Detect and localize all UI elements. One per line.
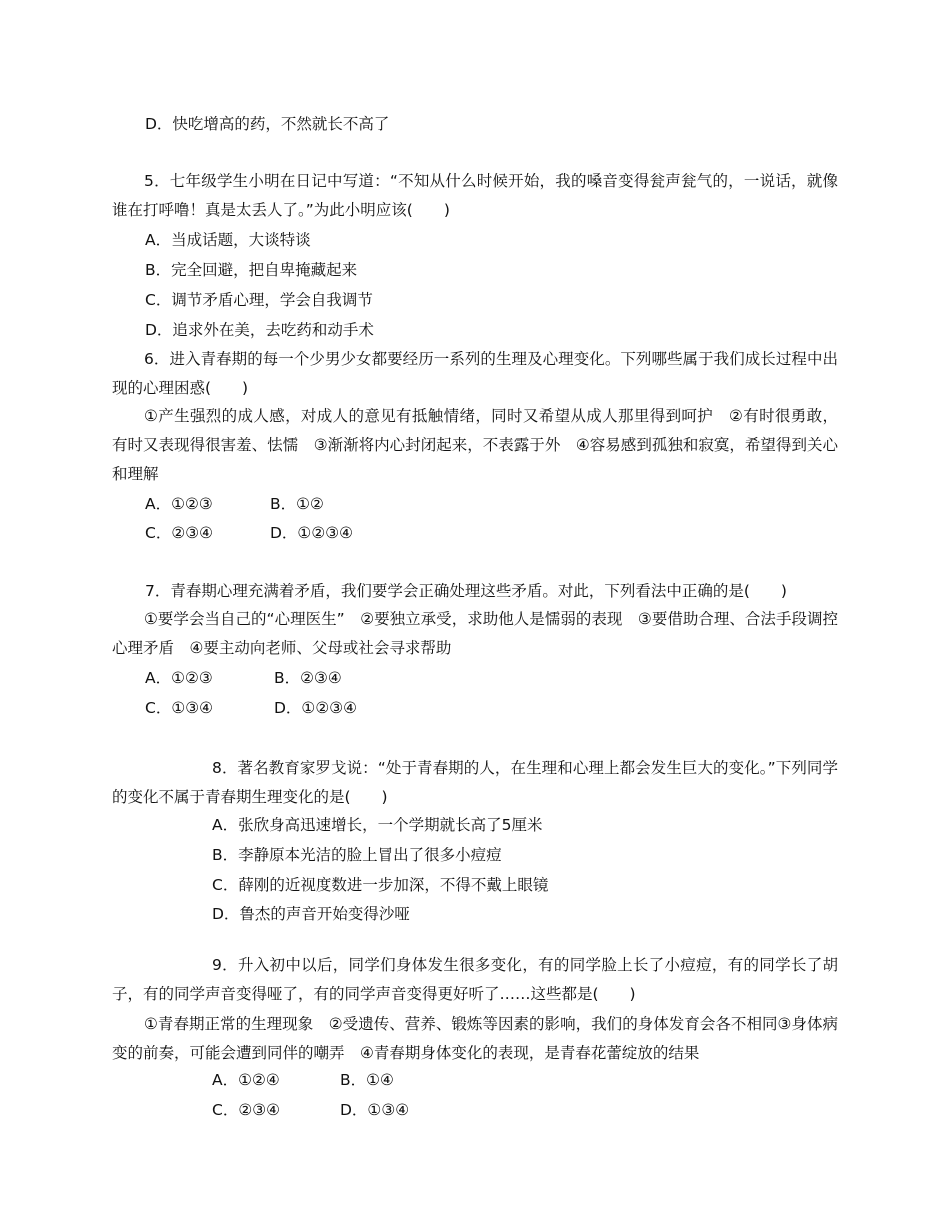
q5-option-a: A．当成话题，大谈特谈	[145, 231, 311, 249]
q5-option-b: B．完全回避，把自卑掩藏起来	[145, 261, 358, 279]
q9-option-c: C．②③④	[212, 1101, 281, 1119]
q9-option-b: B．①④	[340, 1071, 394, 1089]
q7-option-c: C．①③④	[145, 699, 214, 717]
q8-stem: 8．著名教育家罗戈说：“处于青春期的人，在生理和心理上都会发生巨大的变化。”下列同学的变化不属于青春期生理变化的是( )	[112, 759, 838, 806]
q5-stem: 5．七年级学生小明在日记中写道：“不知从什么时候开始，我的嗓音变得瓮声瓮气的，一说话，就像谁在打呼噜！真是太丢人了。”为此小明应该( )	[112, 172, 838, 219]
q9-option-a: A．①②④	[212, 1071, 280, 1089]
q9-statements: ①青春期正常的生理现象 ②受遗传、营养、锻炼等因素的影响，我们的身体发育会各不相同③身体病变的前奏，可能会遭到同伴的嘲弄 ④青春期身体变化的表现，是青春花蕾绽放的结果	[112, 1015, 838, 1062]
q8-option-a: A．张欣身高迅速增长，一个学期就长高了5厘米	[212, 816, 543, 834]
q6-statements: ①产生强烈的成人感，对成人的意见有抵触情绪，同时又希望从成人那里得到呵护 ②有时很勇敢，有时又表现得很害羞、怯懦 ③渐渐将内心封闭起来，不表露于外 ④容易感到孤独和寂寞，希望得到关心和理解	[112, 407, 838, 483]
q6-option-c: C．②③④	[145, 524, 214, 542]
q6-option-a: A．①②③	[145, 495, 213, 513]
q4-option-d: D．快吃增高的药，不然就长不高了	[145, 115, 390, 133]
q7-stem: 7．青春期心理充满着矛盾，我们要学会正确处理这些矛盾。对此，下列看法中正确的是( )	[145, 582, 787, 600]
q6-option-d: D．①②③④	[270, 524, 354, 542]
q7-option-a: A．①②③	[145, 669, 213, 687]
q7-statements: ①要学会当自己的“心理医生” ②要独立承受，求助他人是懦弱的表现 ③要借助合理、合法手段调控心理矛盾 ④要主动向老师、父母或社会寻求帮助	[112, 610, 838, 657]
q7-option-b: B．②③④	[274, 669, 342, 687]
q7-option-d: D．①②③④	[274, 699, 358, 717]
q8-option-b: B．李静原本光洁的脸上冒出了很多小痘痘	[212, 846, 502, 864]
q6-stem: 6．进入青春期的每一个少男少女都要经历一系列的生理及心理变化。下列哪些属于我们成长过程中出现的心理困惑( )	[112, 350, 838, 397]
q5-option-d: D．追求外在美，去吃药和动手术	[145, 321, 374, 339]
q9-option-d: D．①③④	[340, 1101, 410, 1119]
q6-option-b: B．①②	[270, 495, 324, 513]
q9-stem: 9．升入初中以后，同学们身体发生很多变化，有的同学脸上长了小痘痘，有的同学长了胡子，有的同学声音变得哑了，有的同学声音变得更好听了……这些都是( )	[112, 956, 838, 1003]
q8-option-d: D．鲁杰的声音开始变得沙哑	[212, 905, 410, 923]
q8-option-c: C．薛刚的近视度数进一步加深，不得不戴上眼镜	[212, 876, 549, 894]
q5-option-c: C．调节矛盾心理，学会自我调节	[145, 291, 373, 309]
